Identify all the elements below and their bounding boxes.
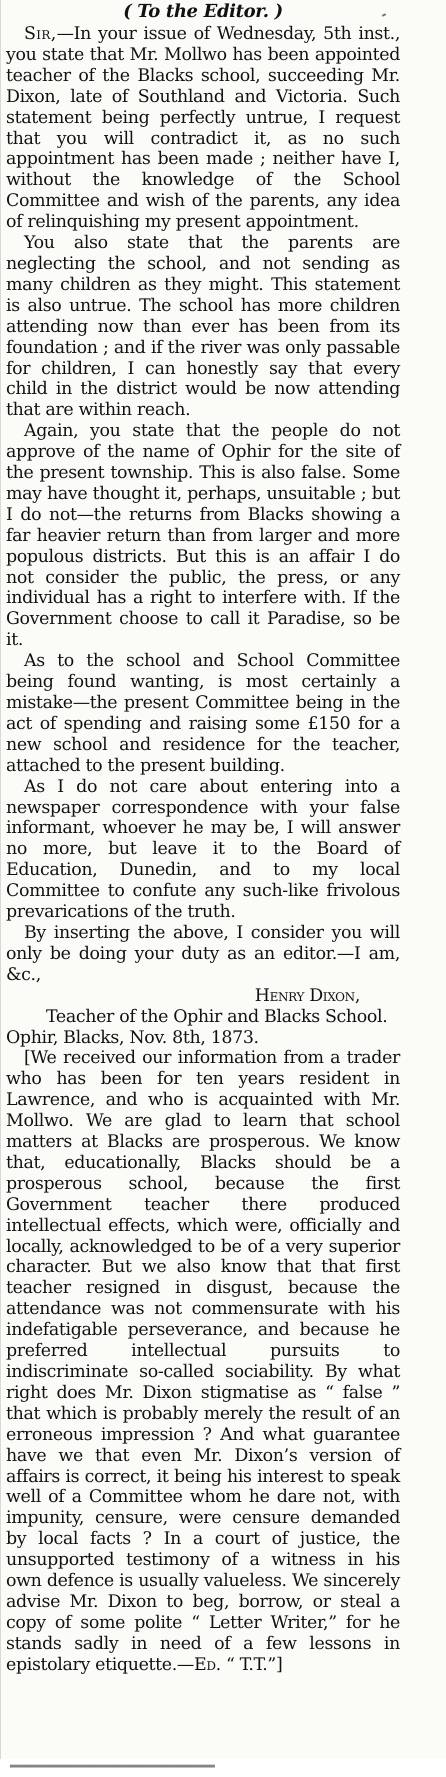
signature-name: Henry Dixon,	[254, 985, 360, 1006]
paragraph-1	[6, 24, 400, 233]
page-edge-line	[0, 0, 1, 1759]
paragraph-4: As to the school and School Committee being found wanting, is most certainly a mistake—the present Committee being in the act of spending and raising some £150 for a new school and residence for the teacher, attached to the present building.	[6, 651, 400, 776]
paragraph-5: As I do not care about entering into a newspaper correspondence with your false informant, whoever he may be, I will answer no more, but leave it to the Board of Education, Dunedin, and to my local Committee to confute any such-like frivolous prevarications of the truth.	[6, 776, 400, 923]
cut-off-glyph-row: ━━━━━━━━━━━━━━━━━━━━	[10, 1757, 215, 1777]
editor-note	[6, 1048, 400, 1675]
closing-line: By inserting the above, I consider you will only be doing your duty as an editor.—I am, &c.,	[6, 922, 400, 985]
article-header: ( To the Editor. )	[123, 1, 283, 22]
letter-to-editor	[6, 0, 400, 1676]
paragraph-3: Again, you state that the people do not approve of the name of Ophir for the site of the present township. This is also false. Some may have thought it, perhaps, unsuitable ; but I do not—the returns from Blacks showing a far heavier return than from larger and more populous districts. But this is an affair I do not consider the public, the press, or any individual has a right to interfere with. If the Government choose to call it Paradise, so be it.	[6, 421, 400, 651]
signature-place-date: Ophir, Blacks, Nov. 8th, 1873.	[6, 1027, 259, 1048]
editor-signature: Ed. “ T.T.”]	[193, 1654, 283, 1675]
cut-off-next-column-text	[10, 1751, 406, 1777]
editor-note-text: [We received our information from a trader who has been for ten years resident in Lawrence, and who is acquainted with Mr. Mollwo. We are glad to learn that school matters at Blacks are prosperous. We know that, educationally, Blacks should be a prosperous school, because the first Government teacher there produced intellectual effects, which were, officially and locally, acknowledged to be of a very superior character. But we also know that that first teacher resigned in disgust, because the attendance was not commensurate with his indefatigable perseverance, and because he preferred intellectual pursuits to indiscriminate so-called sociability. By what right does Mr. Dixon stigmatise as “ false ” that which is probably merely the result of an erroneous impression ? And what guarantee have we that even Mr. Dixon’s version of affairs is correct, it being his interest to speak well of a Committee whom he dare not, with impunity, censure, were censure demanded by local facts ? In a court of justice, the unsupported testimony of a witness in his own defence is usually valueless. We sincerely advise Mr. Dixon to beg, borrow, or steal a copy of some polite “ Letter Writer,” for he stands sadly in need of a few lessons in epistolary etiquette.—	[6, 1048, 400, 1675]
salutation: Sir,	[24, 24, 57, 44]
paragraph-2: You also state that the parents are neglecting the school, and not sending as many children as they might. This statement is also untrue. The school has more children attending now than ever has been from its foundation ; and if the river was only passable for children, I can honestly say that every child in the district would be now attending that are within reach.	[6, 233, 400, 421]
signature-title: Teacher of the Ophir and Blacks School.	[46, 1006, 388, 1027]
paragraph-1-text: —In your issue of Wednesday, 5th inst., you state that Mr. Mollwo has been appointed teacher of the Blacks school, succeeding Mr. Dixon, late of Southland and Victoria. Such statement being perfectly untrue, I request that you will contradict it, as no such appointment has been made ; neither have I, without the knowledge of the School Committee and wish of the parents, any idea of relinquishing my present appointment.	[6, 24, 400, 233]
